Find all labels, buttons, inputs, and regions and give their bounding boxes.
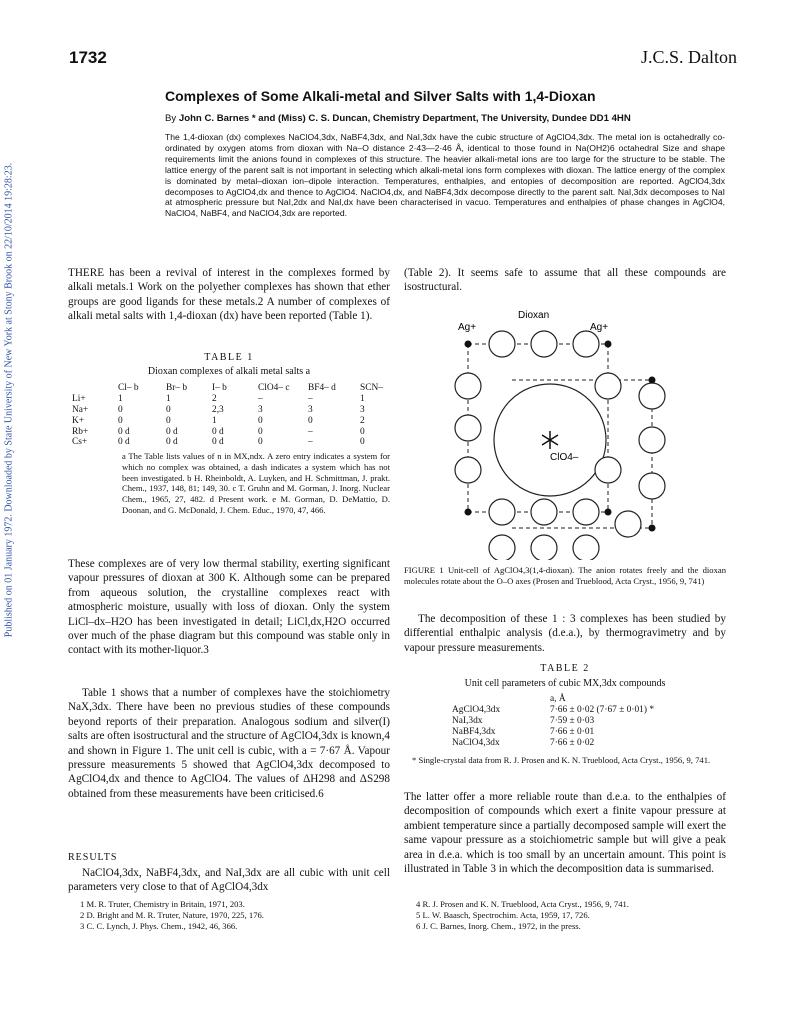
table1-cell: 0 [258,415,263,426]
table1-cell: 0 d [166,437,178,448]
reference-entry: 1 M. R. Truter, Chemistry in Britain, 1971, 203. [80,899,245,909]
unit-cell-figure [440,300,700,560]
table2-footnote: * Single-crystal data from R. J. Prosen and K. N. Trueblood, Acta Cryst., 1956, 9, 741. [412,755,711,765]
affiliation: Chemistry Department, The University, Dundee DD1 4HN [372,113,631,124]
right-intro: (Table 2). It seems safe to assume that all these compounds are isostructural. [404,267,726,294]
ag-atom [465,509,472,516]
results-heading: RESULTS [68,852,118,863]
reference-entry: 3 C. C. Lynch, J. Phys. Chem., 1942, 46, 366. [80,920,238,931]
ag-label-left: Ag+ [458,322,477,333]
table2-compound: AgClO4,3dx [452,705,501,716]
dioxan-ring [639,473,665,499]
table1-cell: – [308,394,313,405]
table1-row-label: Rb+ [72,426,89,437]
left-references [80,899,402,931]
table1-row [72,394,396,405]
table1-cell: 0 [166,415,171,426]
table2-compound: NaI,3dx [452,716,483,727]
ag-atom [465,341,472,348]
table1-cell: 0 d [212,437,224,448]
dioxan-ring [595,373,621,399]
table2-value: 7·59 ± 0·03 [550,716,595,727]
table1-row-label: K+ [72,415,85,426]
paragraph-table1-discussion: Table 1 shows that a number of complexes have the stoichiometry NaX,3dx. There have been no previous studies of these compounds beyond reports of their preparation. Analogous sodium and silver(I) salts are often isostructural and the structure of AgClO4,3dx is known,4 and shown in Figure 1. The unit cell is cubic, with a = 7·67 Å. Vapour pressure measurements 5 showed that AgClO4,3dx decomposed to AgClO4,dx and thence to AgClO4. The values of ΔH298 and ΔS298 obtained from these measurements have been criticised.6 [68,687,390,800]
table2-row [452,716,740,727]
table1-cell: 3 [360,404,365,415]
dioxan-ring [573,331,599,357]
table1-cell: – [308,437,313,448]
table1-row [72,405,396,416]
table1-cell: 0 d [166,426,178,437]
dioxan-ring [639,427,665,453]
table1-column-header: ClO4– c [258,383,290,394]
table1-cell: 3 [258,404,263,415]
table2 [452,705,740,748]
dioxan-ring [573,535,599,560]
table1-cell: 0 [258,437,263,448]
table2-compound: NaClO4,3dx [452,737,500,748]
dioxan-ring [531,535,557,560]
paragraph-stability: These complexes are of very low thermal stability, exerting significant vapour pressures of dioxan at 300 K. Although some can be prepared from aqueous solution, the crystalline complexes react with atmospheric moisture, usually with loss of dioxan. Only the system LiCl–dx–H2O has been investigated in detail; LiCl,dx,H2O occurred over much of the phase diagram but this compound was stable only in contact with its mother-liquor.3 [68,558,390,657]
ag-atom [649,525,656,532]
authors: John C. Barnes * and (Miss) C. S. Duncan, [178,113,371,124]
table1-row [72,437,396,448]
dioxan-ring [595,457,621,483]
table1-cell: 0 [360,426,365,437]
table1-cell: 0 [166,404,171,415]
table1-cell: 2 [360,415,365,426]
table1-cell: 0 d [118,426,130,437]
table1-cell: 1 [118,394,123,405]
table1-cell: – [308,426,313,437]
provenance-note: Published on 01 January 1972. Downloaded by State University of New York at Stony Brook on 22/10/2014 19:28:23. [3,162,15,638]
table1-cell: 2,3 [212,404,224,415]
table2-value: 7·66 ± 0·01 [550,726,595,737]
table1-row-label: Li+ [72,394,86,405]
reference-entry: 2 D. Bright and M. R. Truter, Nature, 1970, 225, 176. [80,909,264,920]
table1-column-header: BF4– d [308,383,336,394]
anion-label: ClO4– [550,452,579,463]
table1 [72,383,396,448]
table1-footnote: a The Table lists values of n in MX,ndx. A zero entry indicates a system for which no complex was obtained, a dash indicates a system which has not been investigated. b H. Rheinboldt, A. Luyken, and H. Schmittman, J. prakt. Chem., 1937, 148, 81; 149, 30. c T. Gruhn and M. Gorman, J. Inorg. Nuclear Chem., 1965, 27, 482. d Present work. e M. Gorman, D. DeMattio, D. Doonan, and G. McDonald, J. Chem. Educ., 1970, 47, 466. [122,451,390,515]
table1-cell: 1 [360,394,365,405]
figure-caption: FIGURE 1 Unit-cell of AgClO4,3(1,4-dioxan). The anion rotates freely and the dioxan molecules rotate about the O–O axes (Prosen and Trueblood, Acta Cryst., 1956, 9, 741) [404,565,726,586]
dioxan-ring [489,499,515,525]
article-title: Complexes of Some Alkali-metal and Silver Salts with 1,4-Dioxan [165,88,596,104]
table1-column-header [72,383,118,394]
dioxan-ring [455,457,481,483]
table1-cell: 2 [212,394,217,405]
right-paragraph-decomposition: The decomposition of these 1 : 3 complexes has been studied by differential enthalpic analysis (d.e.a.), by thermogravimetry and by vapour pressure measurements. [404,613,726,654]
table1-row-label: Na+ [72,404,89,415]
table1-cell: 0 d [118,437,130,448]
table1-column-header: Cl– b [118,383,139,394]
journal-name: J.C.S. Dalton [640,47,737,67]
table2-row [452,727,740,738]
byline [165,113,631,124]
right-paragraph-latter: The latter offer a more reliable route than d.e.a. to the enthalpies of decomposition of compounds which exert a finite vapour pressure at ambient temperature since a partially decomposed sample will exert the same vapour pressure as a stoichiometric sample but will give a peak area in d.e.a. which is too small by an uncertain amount. This point is illustrated in Table 3 in which the decomposition data is summarised. [404,791,726,876]
table2-value: 7·66 ± 0·02 (7·67 ± 0·01) * [550,705,655,716]
dioxan-ring [531,331,557,357]
table1-row [72,415,396,426]
table1-cell: 0 [118,415,123,426]
table2-row [452,737,740,748]
table1-cell: 1 [212,415,217,426]
table2-compound: NaBF4,3dx [452,726,496,737]
reference-entry: 5 L. W. Baasch, Spectrochim. Acta, 1959, 17, 726. [416,909,590,920]
table1-cell: 3 [308,404,313,415]
table1-row [72,426,396,437]
table1-cell: 0 [360,437,365,448]
reference-entry: 6 J. C. Barnes, Inorg. Chem., 1972, in the press. [416,920,581,931]
page-number: 1732 [69,48,107,67]
ag-label-right: Ag+ [590,322,609,333]
reference-entry: 4 R. J. Prosen and K. N. Trueblood, Acta Cryst., 1956, 9, 741. [416,899,629,909]
abstract: The 1,4-dioxan (dx) complexes NaClO4,3dx, NaBF4,3dx, and NaI,3dx have the cubic structure of AgClO4,3dx. The metal ion is octahedrally co-ordinated by oxygen atoms from dioxan with Na–O distance 2·43—2·46 Å, identical to those found in Na(OH2)6 octahedral Size and shape requirements limit the anions found in complexes of this structure. The heavier alkali-metal ions are too large for the structure to be stable. The lattice energy of the parent salt is not important in selecting which alkali-metal ions form complexes with dioxan. The lattice energy of the complex is dominated by metal–dioxan ion–dipole interaction. Temperatures, enthalpies, and entopies of decomposition are reported. AgClO4,3dx decomposes to AgClO4,dx and thence to AgClO4. NaClO4,dx, and NaBF4,3dx decompose directly to the parent salt. NaI,3dx decomposes to NaI at atmospheric pressure but NaI,2dx and NaI,dx have been characterised in vacuo. Temperatures and enthalpies of phase changes in AgClO4, NaClO4, NaBF4, and NaClO4,3dx are reported. [165,132,725,219]
table1-cell: 0 d [212,426,224,437]
table2-row [452,705,740,716]
dioxan-ring [489,535,515,560]
table1-cell: 0 [258,426,263,437]
table1-title: Dioxan complexes of alkali metal salts a [147,366,311,377]
table1-column-header: Br– b [166,383,188,394]
table2-unit-header: a, Å [550,694,566,704]
provenance-sidebar [1,140,17,660]
table1-cell: 1 [166,394,171,405]
dioxan-ring [455,373,481,399]
dioxan-label: Dioxan [518,310,550,321]
ag-atom [605,509,612,516]
dioxan-ring [531,499,557,525]
table1-column-header: I– b [212,383,227,394]
table1-column-header: SCN– [360,383,383,394]
dioxan-ring [573,499,599,525]
dioxan-ring [489,331,515,357]
table1-label: TABLE 1 [204,352,254,363]
table1-cell: 0 [308,415,313,426]
dioxan-ring [615,511,641,537]
table1-cell: – [258,394,263,405]
results-paragraph: NaClO4,3dx, NaBF4,3dx, and NaI,3dx are all cubic with unit cell parameters very close to that of AgClO4,3dx [68,867,390,894]
table2-title: Unit cell parameters of cubic MX,3dx compounds [464,678,666,689]
intro-paragraph: THERE has been a revival of interest in the complexes formed by alkali metals.1 Work on the polyether complexes has shown that ether groups are good ligands for these metals.2 A number of complexes of alkali metal salts with 1,4-dioxan (dx) have been reported (Table 1). [68,267,390,323]
table2-value: 7·66 ± 0·02 [550,737,595,748]
ag-atom [649,377,656,384]
dioxan-ring [639,383,665,409]
ag-atom [605,341,612,348]
dioxan-ring [455,415,481,441]
table1-row-label: Cs+ [72,437,88,448]
right-references [416,899,738,931]
table2-label: TABLE 2 [540,663,590,674]
byline-prefix: By [165,113,177,124]
table1-cell: 0 [118,404,123,415]
